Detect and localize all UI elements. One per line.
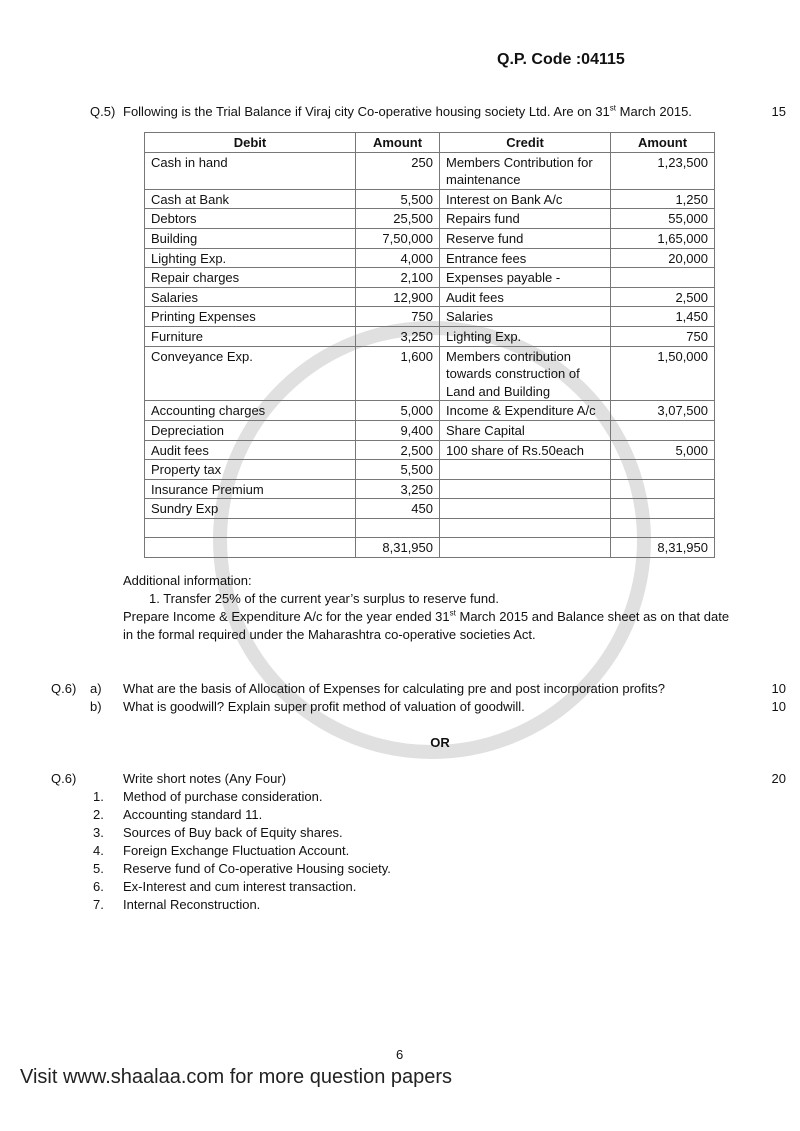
note-number: 7. bbox=[93, 897, 104, 913]
q5-marks: 15 bbox=[771, 104, 786, 119]
credit-amount-cell: 1,65,000 bbox=[611, 228, 715, 248]
credit-cell bbox=[440, 479, 611, 499]
note-item: Ex-Interest and cum interest transaction. bbox=[123, 879, 357, 895]
debit-cell: Furniture bbox=[145, 326, 356, 346]
page-number: 6 bbox=[396, 1047, 404, 1062]
credit-amount-cell bbox=[611, 518, 715, 538]
header-debit: Debit bbox=[145, 133, 356, 153]
credit-cell: Entrance fees bbox=[440, 248, 611, 268]
table-row bbox=[145, 152, 715, 189]
note-item: Internal Reconstruction. bbox=[123, 897, 261, 913]
debit-amount-cell: 5,000 bbox=[356, 401, 440, 421]
q6b-text: What is goodwill? Explain super profit method of valuation of goodwill. bbox=[123, 699, 525, 715]
credit-amount-cell bbox=[611, 460, 715, 480]
header-credit: Credit bbox=[440, 133, 611, 153]
credit-amount-cell bbox=[611, 268, 715, 288]
table-row bbox=[145, 479, 715, 499]
debit-cell: Lighting Exp. bbox=[145, 248, 356, 268]
credit-amount-cell: 1,50,000 bbox=[611, 346, 715, 401]
debit-amount-cell: 12,900 bbox=[356, 287, 440, 307]
note-row bbox=[51, 824, 786, 842]
debit-cell: Property tax bbox=[145, 460, 356, 480]
q6-alt-number: Q.6) bbox=[51, 771, 77, 787]
debit-cell: Salaries bbox=[145, 287, 356, 307]
debit-amount-cell: 450 bbox=[356, 499, 440, 519]
credit-cell: Audit fees bbox=[440, 287, 611, 307]
note-row bbox=[51, 896, 786, 914]
credit-cell bbox=[440, 460, 611, 480]
table-row bbox=[145, 460, 715, 480]
credit-cell bbox=[440, 538, 611, 558]
q6a-marks: 10 bbox=[771, 681, 786, 697]
additional-item: 1. Transfer 25% of the current year’s surplus to reserve fund. bbox=[149, 591, 499, 607]
note-row bbox=[51, 788, 786, 806]
debit-amount-cell: 2,100 bbox=[356, 268, 440, 288]
debit-cell: Accounting charges bbox=[145, 401, 356, 421]
note-number: 3. bbox=[93, 825, 104, 841]
qp-code: Q.P. Code :04115 bbox=[497, 51, 625, 68]
debit-amount-cell: 4,000 bbox=[356, 248, 440, 268]
q6-number: Q.6) bbox=[51, 681, 77, 697]
additional-heading: Additional information: bbox=[123, 573, 252, 589]
credit-cell: Members contribution towards construction of Land and Building bbox=[440, 346, 611, 401]
footer-text: Visit www.shaalaa.com for more question papers bbox=[20, 1066, 453, 1088]
instruction-line: in the formal required under the Maharashtra co-operative societies Act. bbox=[123, 627, 536, 643]
credit-cell: Share Capital bbox=[440, 420, 611, 440]
short-notes-list bbox=[0, 788, 800, 914]
credit-cell: Members Contribution for maintenance bbox=[440, 152, 611, 189]
header-amount: Amount bbox=[611, 133, 715, 153]
debit-amount-cell: 750 bbox=[356, 307, 440, 327]
q6a-row bbox=[51, 680, 786, 698]
note-item: Reserve fund of Co-operative Housing society. bbox=[123, 861, 391, 877]
debit-amount-cell: 250 bbox=[356, 152, 440, 189]
credit-amount-cell: 1,450 bbox=[611, 307, 715, 327]
credit-amount-cell: 20,000 bbox=[611, 248, 715, 268]
debit-cell: Cash in hand bbox=[145, 152, 356, 189]
credit-amount-cell bbox=[611, 499, 715, 519]
table-row bbox=[145, 307, 715, 327]
q5-row bbox=[51, 103, 786, 121]
credit-cell: Salaries bbox=[440, 307, 611, 327]
debit-cell: Repair charges bbox=[145, 268, 356, 288]
table-row bbox=[145, 420, 715, 440]
note-number: 1. bbox=[93, 789, 104, 805]
debit-amount-cell bbox=[356, 518, 440, 538]
note-item: Sources of Buy back of Equity shares. bbox=[123, 825, 343, 841]
credit-cell: Income & Expenditure A/c bbox=[440, 401, 611, 421]
debit-amount-cell: 1,600 bbox=[356, 346, 440, 401]
credit-amount-cell: 750 bbox=[611, 326, 715, 346]
note-number: 5. bbox=[93, 861, 104, 877]
credit-cell bbox=[440, 499, 611, 519]
table-row bbox=[145, 209, 715, 229]
debit-amount-cell: 9,400 bbox=[356, 420, 440, 440]
debit-cell: Conveyance Exp. bbox=[145, 346, 356, 401]
debit-amount-cell: 8,31,950 bbox=[356, 538, 440, 558]
debit-cell: Audit fees bbox=[145, 440, 356, 460]
credit-amount-cell: 1,23,500 bbox=[611, 152, 715, 189]
q6b-row bbox=[51, 698, 786, 716]
instruction-line: Prepare Income & Expenditure A/c for the year ended 31st March 2015 and Balance sheet as on that date bbox=[123, 608, 730, 625]
note-number: 6. bbox=[93, 879, 104, 895]
table-row bbox=[145, 248, 715, 268]
table-row bbox=[145, 518, 715, 538]
debit-cell: Cash at Bank bbox=[145, 189, 356, 209]
q5-text: Following is the Trial Balance if Viraj city Co-operative housing society Ltd. Are on 31st March 2015. bbox=[123, 103, 692, 119]
table-row bbox=[145, 189, 715, 209]
table-row bbox=[145, 268, 715, 288]
q6-alt-marks: 20 bbox=[771, 771, 786, 787]
additional-info bbox=[51, 572, 786, 644]
note-item: Foreign Exchange Fluctuation Account. bbox=[123, 843, 350, 859]
note-row bbox=[51, 842, 786, 860]
debit-amount-cell: 25,500 bbox=[356, 209, 440, 229]
header-amount: Amount bbox=[356, 133, 440, 153]
q6b-marks: 10 bbox=[771, 699, 786, 715]
table-row bbox=[145, 346, 715, 401]
trial-balance-table bbox=[144, 132, 715, 558]
credit-amount-cell: 1,250 bbox=[611, 189, 715, 209]
debit-amount-cell: 3,250 bbox=[356, 479, 440, 499]
q6b-label: b) bbox=[90, 699, 102, 715]
note-row bbox=[51, 878, 786, 896]
debit-cell: Printing Expenses bbox=[145, 307, 356, 327]
debit-cell bbox=[145, 518, 356, 538]
note-number: 2. bbox=[93, 807, 104, 823]
table-row bbox=[145, 287, 715, 307]
debit-cell bbox=[145, 538, 356, 558]
credit-amount-cell: 55,000 bbox=[611, 209, 715, 229]
credit-cell: Repairs fund bbox=[440, 209, 611, 229]
credit-cell: Reserve fund bbox=[440, 228, 611, 248]
q6a-label: a) bbox=[90, 681, 102, 697]
debit-cell: Depreciation bbox=[145, 420, 356, 440]
table-row bbox=[145, 401, 715, 421]
credit-cell bbox=[440, 518, 611, 538]
debit-cell: Building bbox=[145, 228, 356, 248]
debit-cell: Debtors bbox=[145, 209, 356, 229]
note-item: Method of purchase consideration. bbox=[123, 789, 323, 805]
credit-amount-cell: 3,07,500 bbox=[611, 401, 715, 421]
debit-amount-cell: 5,500 bbox=[356, 189, 440, 209]
credit-cell: Interest on Bank A/c bbox=[440, 189, 611, 209]
credit-amount-cell: 5,000 bbox=[611, 440, 715, 460]
q6-alt-title: Write short notes (Any Four) bbox=[123, 771, 287, 787]
or-separator: OR bbox=[430, 735, 450, 751]
debit-amount-cell: 3,250 bbox=[356, 326, 440, 346]
credit-amount-cell bbox=[611, 420, 715, 440]
credit-cell: Lighting Exp. bbox=[440, 326, 611, 346]
table-row bbox=[145, 440, 715, 460]
table-row bbox=[145, 538, 715, 558]
table-row bbox=[145, 228, 715, 248]
note-row bbox=[51, 806, 786, 824]
credit-cell: 100 share of Rs.50each bbox=[440, 440, 611, 460]
credit-amount-cell bbox=[611, 479, 715, 499]
exam-content bbox=[0, 103, 800, 914]
table-row bbox=[145, 326, 715, 346]
debit-cell: Sundry Exp bbox=[145, 499, 356, 519]
q6a-text: What are the basis of Allocation of Expenses for calculating pre and post incorporation profits? bbox=[123, 681, 665, 697]
note-item: Accounting standard 11. bbox=[123, 807, 263, 823]
debit-amount-cell: 7,50,000 bbox=[356, 228, 440, 248]
note-row bbox=[51, 860, 786, 878]
debit-amount-cell: 2,500 bbox=[356, 440, 440, 460]
note-number: 4. bbox=[93, 843, 104, 859]
table-row bbox=[145, 499, 715, 519]
debit-amount-cell: 5,500 bbox=[356, 460, 440, 480]
q6-alt-row bbox=[51, 770, 786, 788]
credit-amount-cell: 8,31,950 bbox=[611, 538, 715, 558]
debit-cell: Insurance Premium bbox=[145, 479, 356, 499]
credit-amount-cell: 2,500 bbox=[611, 287, 715, 307]
credit-cell: Expenses payable - bbox=[440, 268, 611, 288]
q5-number: Q.5) bbox=[90, 104, 116, 119]
